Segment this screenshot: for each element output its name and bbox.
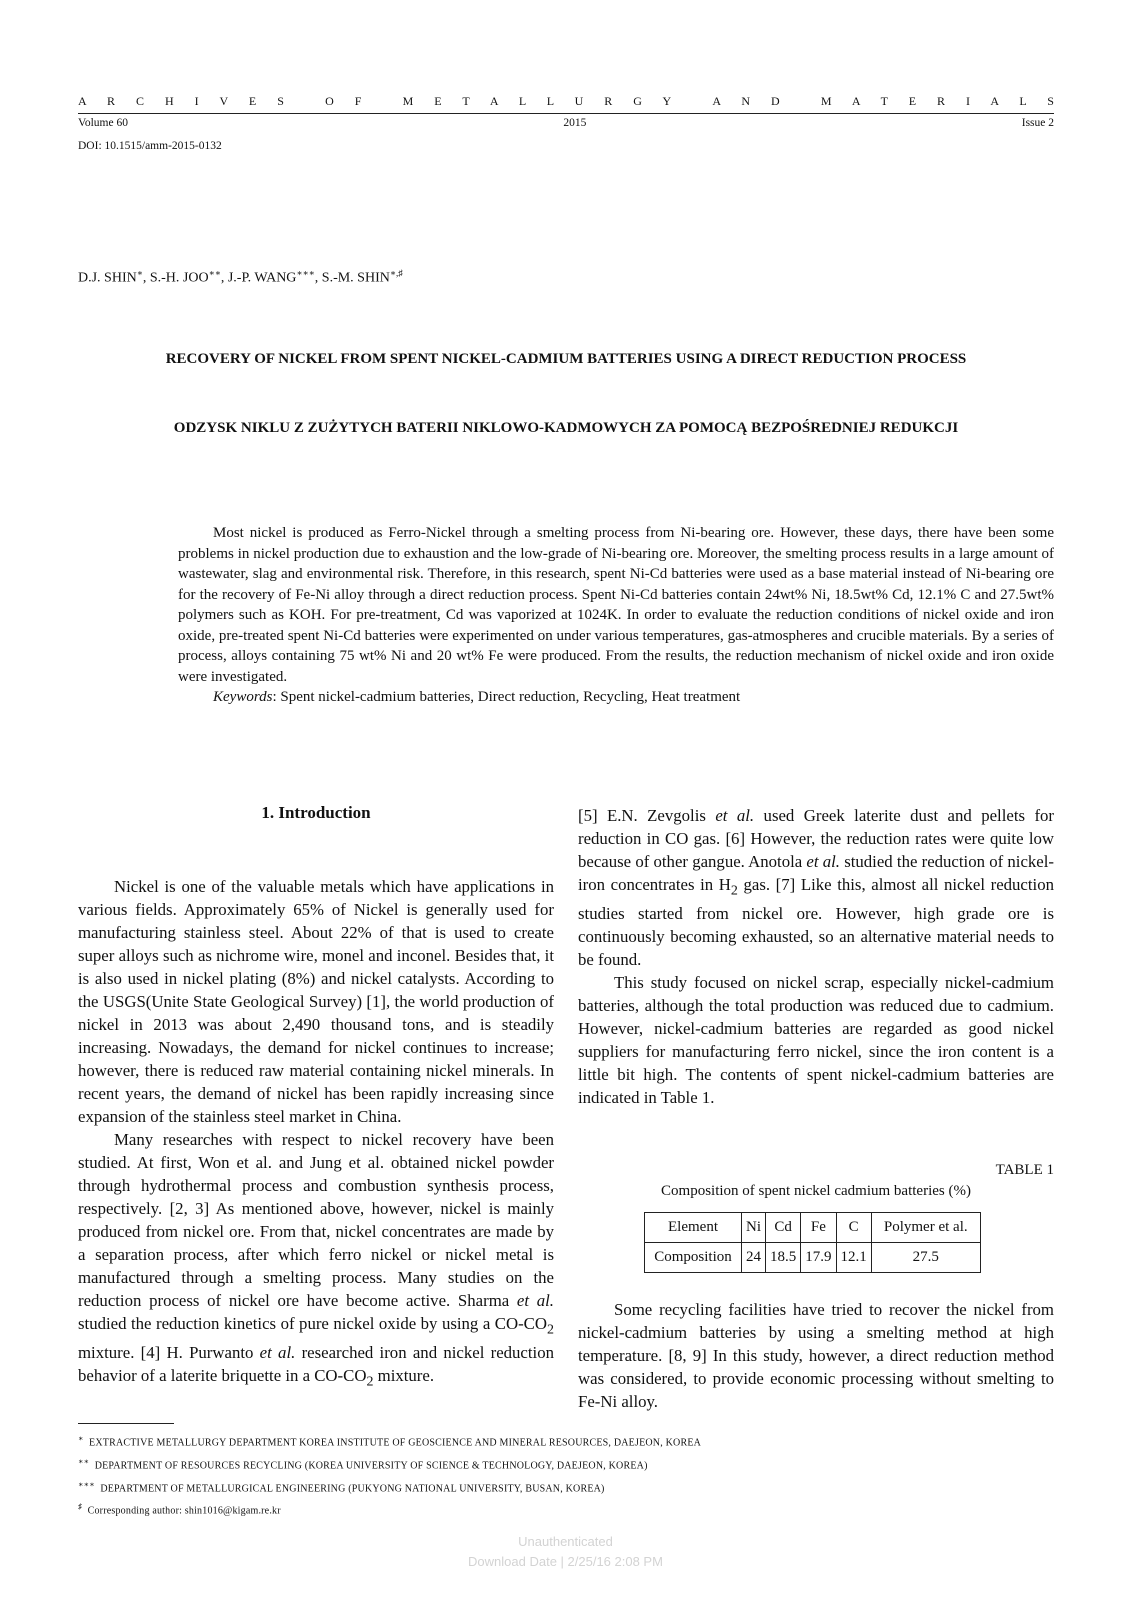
- author: J.-P. WANG: [227, 270, 297, 286]
- table-cell: 17.9: [801, 1243, 836, 1273]
- issue-meta: [78, 117, 1054, 129]
- keywords: [178, 687, 1054, 708]
- abstract: [178, 523, 1054, 708]
- left-column: [78, 875, 554, 1394]
- table-cell: 12.1: [836, 1243, 871, 1273]
- paragraph: Many researches with respect to nickel recovery have been studied. At first, Won et al. and Jung et al. obtained nickel powder through hydrothermal process and combustion synthesis process, respectively. [2, 3] As mentioned above, however, nickel is mainly produced from nickel ore. From that, nickel concentrates are made by a separation process, after which ferro nickel or nickel metal is manufactured through a smelting process. Many studies on the reduction process of nickel ore have become active. Sharma et al. studied the reduction kinetics of pure nickel oxide by using a $CO-CO_2$ mixture. [4] H. Purwanto et al. researched iron and nickel reduction behavior of a laterite briquette in a $CO-CO_2$ mixture.: [78, 1130, 554, 1390]
- download-watermark: Unauthenticated Download Date | 2/25/16 2:08 PM: [468, 1534, 663, 1569]
- author: S.-M. SHIN: [321, 270, 390, 286]
- footnote-rule: [78, 1423, 174, 1424]
- affiliation-mark: ∗∗∗: [296, 268, 315, 278]
- footnote: ∗∗∗ DEPARTMENT OF METALLURGICAL ENGINEERING (PUKYONG NATIONAL UNIVERSITY, BUSAN, KOREA): [78, 1479, 605, 1494]
- paragraph: Nickel is one of the valuable metals which have applications in various fields. Approximately 65% of Nickel is generally used for manufacturing stainless steel. About 22% of that is used to create super alloys such as nichrome wire, monel and inconel. Besides that, it is also used in nickel plating (8%) and nickel catalysts. According to the USGS(Unite State Geological Survey) [1], the world production of nickel in 2013 was about 2,490 thousand tons, and is steadily increasing. Nowadays, the demand for nickel continues to increase; however, there is reduced raw material containing nickel minerals. In recent years, the demand of nickel has been rapidly increasing since expansion of the stainless steel market in China.: [78, 877, 554, 1126]
- journal-word: M A T E R I A L S: [820, 94, 1063, 108]
- footnote: ∗ EXTRACTIVE METALLURGY DEPARTMENT KOREA INSTITUTE OF GEOSCIENCE AND MINERAL RESOURCES, DAEJEON, KOREA: [78, 1434, 702, 1449]
- keywords-list: : Spent nickel-cadmium batteries, Direct reduction, Recycling, Heat treatment: [272, 689, 741, 705]
- affiliation-mark: ∗: [136, 268, 143, 278]
- table-header: Polymer et al.: [871, 1213, 980, 1243]
- journal-word: A R C H I V E S: [78, 94, 293, 108]
- paragraph: This study focused on nickel scrap, especially nickel-cadmium batteries, although the total production was reduced due to cadmium. However, nickel-cadmium batteries are regarded as good nickel suppliers for manufacturing ferro nickel, since the iron content is a little bit high. The contents of spent nickel-cadmium batteries are indicated in Table 1.: [578, 973, 1054, 1108]
- journal-name: [78, 94, 1063, 109]
- table-cell: 27.5: [871, 1243, 980, 1273]
- journal-word: A N D: [712, 94, 789, 108]
- table-cell: 18.5: [766, 1243, 801, 1273]
- footnote: ♯ Corresponding author: shin1016@kigam.re.kr: [78, 1502, 281, 1517]
- author: D.J. SHIN: [78, 270, 137, 286]
- affiliation-mark: ∗∗: [208, 268, 221, 278]
- table-label: TABLE 1: [995, 1162, 1054, 1178]
- table-header: Element: [645, 1213, 742, 1243]
- table-header-row: [645, 1213, 981, 1243]
- issue: Issue 2: [1021, 117, 1054, 129]
- year: 2015: [563, 117, 587, 129]
- journal-word: O F: [325, 94, 371, 108]
- paragraph: [5] E.N. Zevgolis et al. used Greek laterite dust and pellets for reduction in CO gas. [6] However, the reduction rates were quite low because of other gangue. Anotola et al. studied the reduction of nickel-iron concentrates in $H_2$ gas. [7] Like this, almost all nickel reduction studies started from nickel ore. However, high grade ore is continuously becoming exhausted, so an alternative material needs to be found.: [578, 806, 1055, 970]
- table-header: C: [836, 1213, 871, 1243]
- right-column-lower: [578, 1298, 1054, 1413]
- affiliation-mark: ∗,♯: [389, 268, 403, 278]
- author: S.-H. JOO: [149, 270, 209, 286]
- table-header: Cd: [766, 1213, 801, 1243]
- header-rule: [78, 113, 1054, 114]
- doi: DOI: 10.1515/amm-2015-0132: [78, 140, 222, 152]
- table-cell: Composition: [645, 1243, 742, 1273]
- abstract-text: Most nickel is produced as Ferro-Nickel through a smelting process from Ni-bearing ore. However, these days, there have been some problems in nickel production due to exhaustion and the low-grade of Ni-bearing ore. Moreover, the smelting process results in a large amount of wastewater, slag and environmental risk. Therefore, in this research, spent Ni-Cd batteries were used as a base material instead of Ni-bearing ore for the recovery of Fe-Ni alloy through a direct reduction process. Spent Ni-Cd batteries contain 24wt% Ni, 18.5wt% Cd, 12.1% C and 27.5wt% polymers such as KOH. For pre-treatment, Cd was vaporized at 1024K. In order to evaluate the reduction conditions of nickel oxide and iron oxide, pre-treated spent Ni-Cd batteries were experimented on under various temperatures, gas-atmospheres and crucible materials. By a series of process, alloys containing 75 wt% Ni and 20 wt% Fe were produced. From the results, the reduction mechanism of nickel oxide and iron oxide were investigated.: [178, 525, 1054, 685]
- keywords-label: Keywords: [213, 689, 273, 705]
- title-english: RECOVERY OF NICKEL FROM SPENT NICKEL-CADMIUM BATTERIES USING A DIRECT REDUCTION PROCESS: [165, 351, 967, 367]
- table-row: [645, 1243, 981, 1273]
- volume: Volume 60: [78, 117, 128, 129]
- table-header: Ni: [742, 1213, 766, 1243]
- composition-table: [644, 1212, 981, 1273]
- table-header: Fe: [801, 1213, 836, 1243]
- table-caption: Composition of spent nickel cadmium batteries (%): [661, 1183, 971, 1199]
- table-cell: 24: [742, 1243, 766, 1273]
- right-column: [578, 804, 1054, 1109]
- footnotes: [78, 1430, 701, 1521]
- journal-word: M E T A L L U R G Y: [402, 94, 681, 108]
- paragraph: Some recycling facilities have tried to recover the nickel from nickel-cadmium batteries by using a smelting method at high temperature. [8, 9] In this study, however, a direct reduction method was considered, to provide economic processing without smelting to Fe-Ni alloy.: [578, 1300, 1054, 1411]
- title-polish: ODZYSK NIKLU Z ZUŻYTYCH BATERII NIKLOWO-KADMOWYCH ZA POMOCĄ BEZPOŚREDNIEJ REDUKCJI: [173, 420, 959, 436]
- section-heading: 1. Introduction: [261, 803, 371, 822]
- footnote: ∗∗ DEPARTMENT OF RESOURCES RECYCLING (KOREA UNIVERSITY OF SCIENCE & TECHNOLOGY, DAEJEON, KOREA): [78, 1456, 648, 1472]
- authors: D.J. SHIN∗, S.-H. JOO∗∗, J.-P. WANG∗∗∗, S.-M. SHIN∗,♯: [78, 268, 403, 286]
